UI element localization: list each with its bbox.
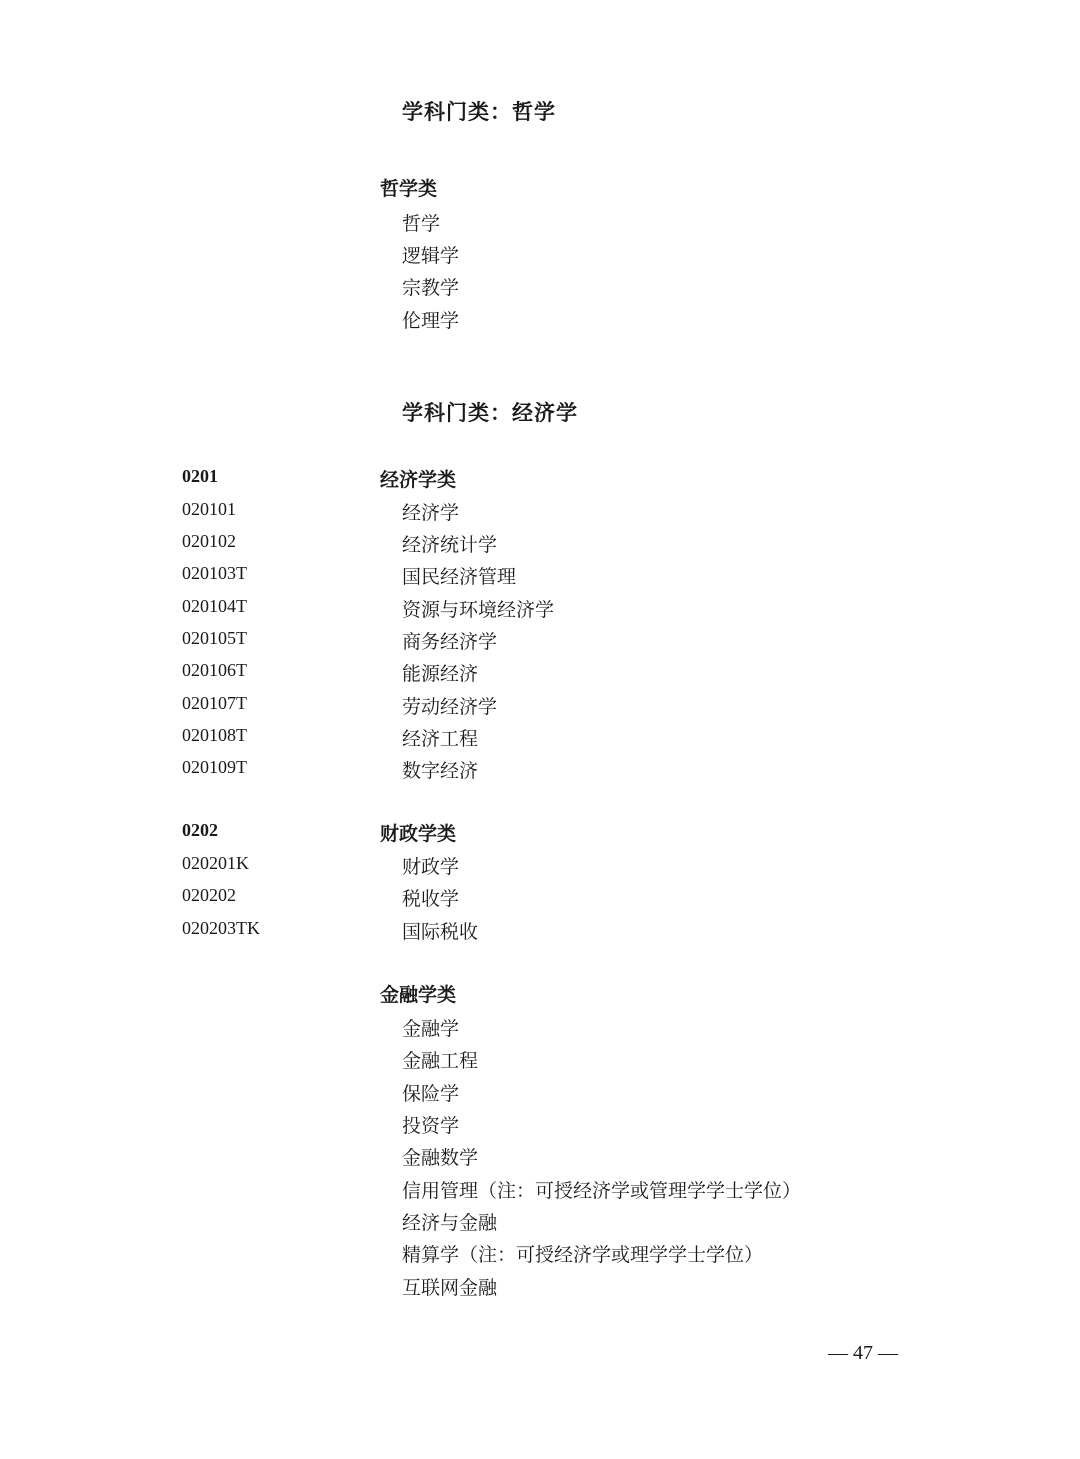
major-name: 互联网金融: [402, 1277, 498, 1299]
major-name: 金融工程: [402, 1050, 479, 1072]
major-row: [0, 563, 1080, 593]
major-code: 020203TK: [182, 918, 260, 938]
major-name: 哲学: [402, 213, 441, 235]
group-row: [0, 466, 1080, 496]
major-row: [0, 918, 1080, 948]
major-name: 金融数学: [402, 1147, 479, 1169]
major-row: [0, 499, 1080, 529]
group-name: 金融学类: [380, 984, 457, 1006]
major-name: 保险学: [402, 1083, 460, 1105]
major-code: 020104T: [182, 596, 247, 616]
major-row: [0, 242, 1080, 272]
major-row: [0, 274, 1080, 304]
major-code: 020101: [182, 499, 236, 519]
major-name: 能源经济: [402, 663, 479, 685]
major-code: 020102: [182, 531, 236, 551]
major-row: [0, 1274, 1080, 1304]
major-row: [0, 1209, 1080, 1239]
major-row: [0, 628, 1080, 658]
major-name: 资源与环境经济学: [402, 599, 555, 621]
major-code: 020108T: [182, 725, 247, 745]
group-name: 财政学类: [380, 823, 457, 845]
major-name: 精算学（注：可授经济学或理学学士学位）: [402, 1244, 764, 1266]
major-name: 投资学: [402, 1115, 460, 1137]
major-code: 020107T: [182, 693, 247, 713]
page-number: — 47 —: [828, 1342, 898, 1364]
major-row: [0, 1144, 1080, 1174]
major-code: 020103T: [182, 563, 247, 583]
major-code: 020201K: [182, 853, 249, 873]
major-code: 020106T: [182, 660, 247, 680]
major-code: 020109T: [182, 757, 247, 777]
major-name: 商务经济学: [402, 631, 498, 653]
major-code: 020202: [182, 885, 236, 905]
major-name: 信用管理（注：可授经济学或管理学学士学位）: [402, 1180, 802, 1202]
major-row: [0, 1241, 1080, 1271]
major-name: 金融学: [402, 1018, 460, 1040]
major-row: [0, 1015, 1080, 1045]
major-row: [0, 1112, 1080, 1142]
major-name: 国民经济管理: [402, 566, 517, 588]
group-row: [0, 820, 1080, 850]
major-name: 宗教学: [402, 277, 460, 299]
group-name: 哲学类: [380, 178, 438, 200]
major-code: 020105T: [182, 628, 247, 648]
major-name: 经济统计学: [402, 534, 498, 556]
major-row: [0, 693, 1080, 723]
major-row: [0, 531, 1080, 561]
major-name: 国际税收: [402, 921, 479, 943]
group-row: [0, 175, 1080, 205]
major-row: [0, 307, 1080, 337]
major-row: [0, 596, 1080, 626]
major-name: 数字经济: [402, 760, 479, 782]
group-name: 经济学类: [380, 469, 457, 491]
category-title-economics: 学科门类：经济学: [402, 401, 578, 425]
major-name: 经济学: [402, 502, 460, 524]
major-name: 伦理学: [402, 310, 460, 332]
group-code: 0201: [182, 466, 218, 486]
major-row: [0, 853, 1080, 883]
major-row: [0, 660, 1080, 690]
group-code: 0202: [182, 820, 218, 840]
group-row: [0, 981, 1080, 1011]
major-row: [0, 757, 1080, 787]
category-title-philosophy: 学科门类：哲学: [402, 100, 556, 124]
major-name: 财政学: [402, 856, 460, 878]
major-row: [0, 885, 1080, 915]
major-name: 逻辑学: [402, 245, 460, 267]
major-name: 经济与金融: [402, 1212, 498, 1234]
major-name: 经济工程: [402, 728, 479, 750]
major-row: [0, 1047, 1080, 1077]
major-row: [0, 725, 1080, 755]
major-row: [0, 1177, 1080, 1207]
major-name: 劳动经济学: [402, 696, 498, 718]
major-name: 税收学: [402, 888, 460, 910]
major-row: [0, 1080, 1080, 1110]
major-row: [0, 210, 1080, 240]
